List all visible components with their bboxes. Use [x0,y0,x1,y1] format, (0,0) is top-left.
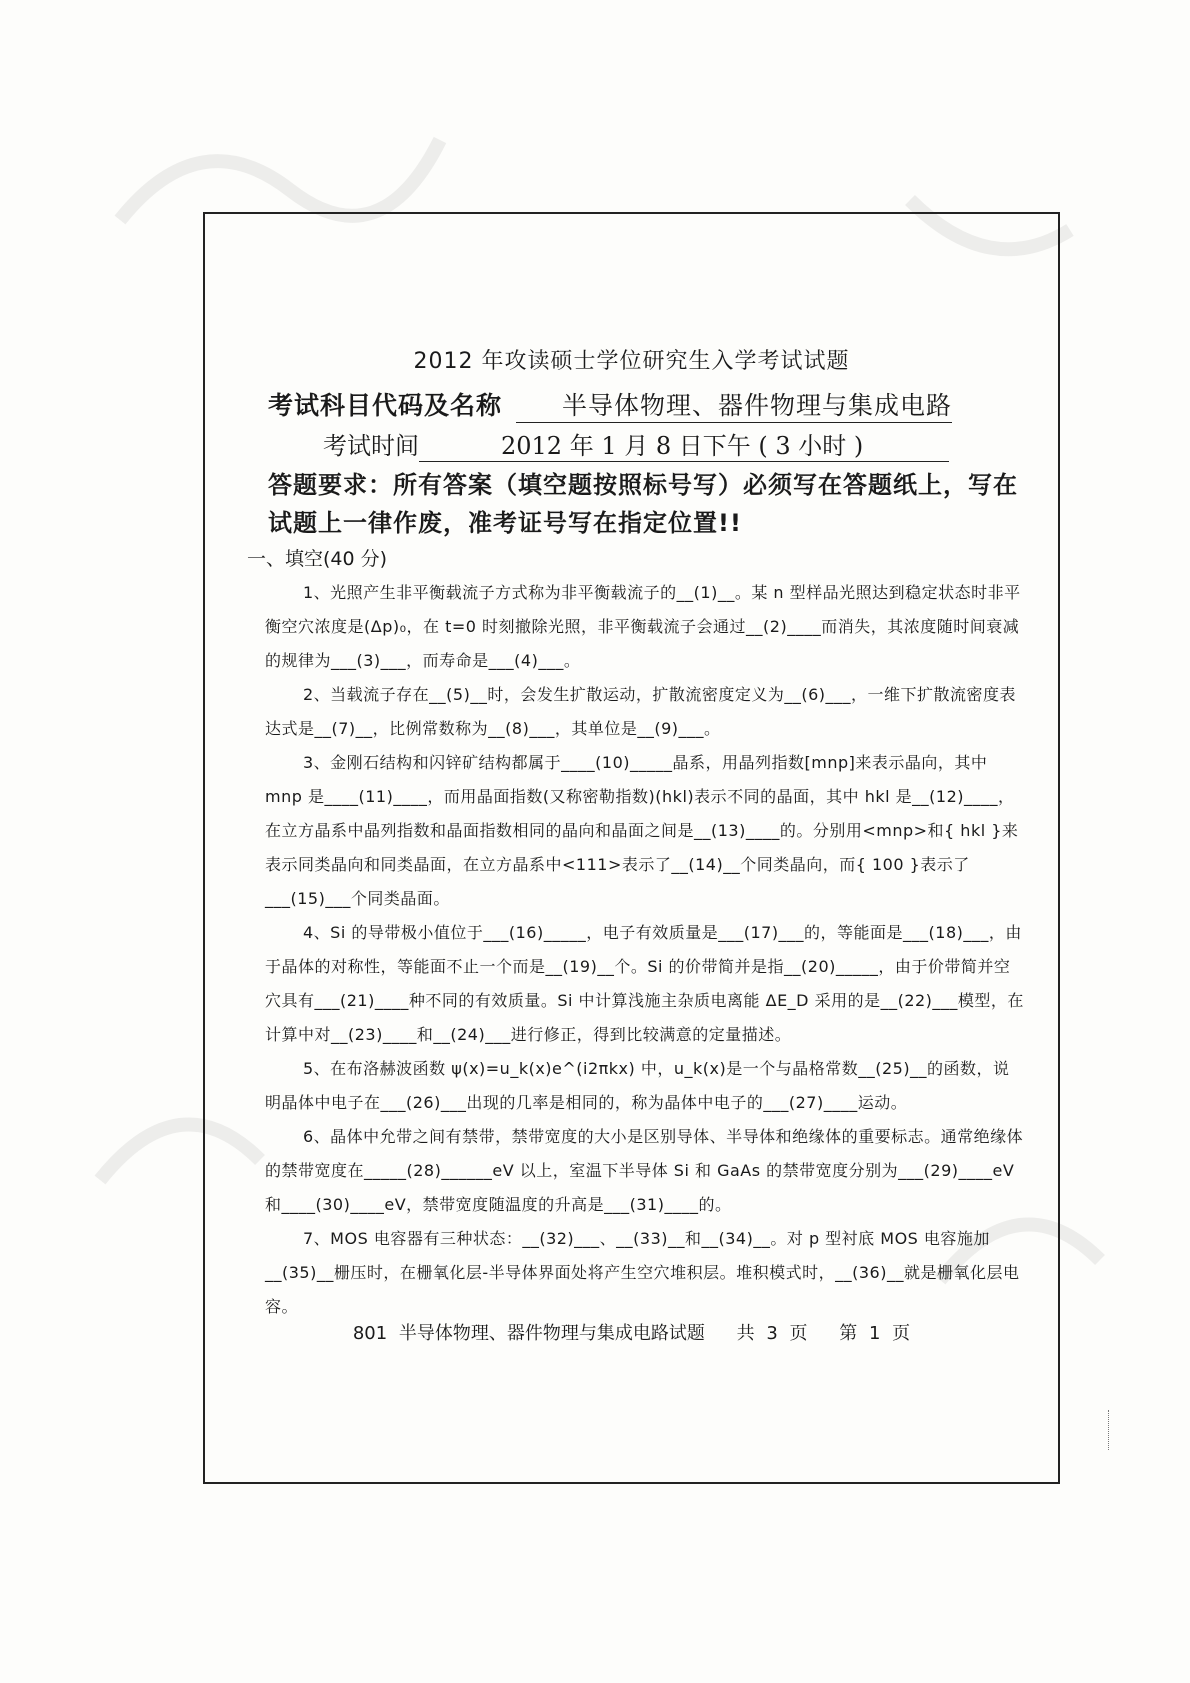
question-2: 2、当载流子存在__(5)__时，会发生扩散运动，扩散流密度定义为__(6)___，一维下扩散流密度表达式是__(7)__，比例常数称为__(8)___，其单位是__(9)___。 [265,685,1017,738]
time-label: 考试时间 [323,432,419,460]
footer-total-pages: 共 3 页 [736,1323,808,1344]
subject-label: 考试科目代码及名称 [268,391,503,420]
page-footer [205,1319,1058,1345]
question-1: 1、光照产生非平衡载流子方式称为非平衡载流子的__(1)__。某 n 型样品光照达到稳定状态时非平衡空穴浓度是(Δp)₀，在 t=0 时刻撤除光照，非平衡载流子会通过__(2)____而消失，其浓度随时间衰减的规律为___(3)___，而寿命是___(4)___。 [265,583,1021,670]
time-value: 2012 年 1 月 8 日下午 ( 3 小时 ) [419,426,949,462]
footer-course: 801 半导体物理、器件物理与集成电路试题 [352,1323,705,1344]
question-6: 6、晶体中允带之间有禁带，禁带宽度的大小是区别导体、半导体和绝缘体的重要标志。通常绝缘体的禁带宽度在_____(28)______eV 以上，室温下半导体 Si 和 GaAs 的禁带宽度分别为___(29)____eV 和____(30)____eV，禁带宽度随温度的升高是___(31)____的。 [265,1127,1024,1214]
time-line [323,426,949,462]
subject-line [268,386,952,423]
exam-page-frame [203,212,1060,1484]
answer-requirements: 答题要求：所有答案（填空题按照标号写）必须写在答题纸上，写在试题上一律作废，准考证号写在指定位置!! [268,471,1018,537]
question-5: 5、在布洛赫波函数 ψ(x)=u_k(x)e^(i2πkx) 中，u_k(x)是一个与晶格常数__(25)__的函数，说明晶体中电子在___(26)___出现的几率是相同的，称为晶体中电子的___(27)____运动。 [265,1059,1010,1112]
section-title: 一、填空(40 分) [247,548,388,570]
question-4: 4、Si 的导带极小值位于___(16)_____，电子有效质量是___(17)___的，等能面是___(18)___，由于晶体的对称性，等能面不止一个而是__(19)__个。Si 的价带简并是指__(20)_____，由于价带简并空穴具有___(21)____种不同的有效质量。Si 中计算浅施主杂质电离能 ΔE_D 采用的是__(22)___模型，在计算中对__(23)____和__(24)___进行修正，得到比较满意的定量描述。 [265,923,1024,1044]
subject-value: 半导体物理、器件物理与集成电路 [516,386,952,423]
exam-title: 2012 年攻读硕士学位研究生入学考试试题 [413,349,850,374]
footer-page-number: 第 1 页 [839,1323,911,1344]
question-3: 3、金刚石结构和闪锌矿结构都属于____(10)_____晶系，用晶列指数[mnp]来表示晶向，其中 mnp 是____(11)____，而用晶面指数(又称密勒指数)(hkl)表示不同的晶面，其中 hkl 是__(12)____，在立方晶系中晶列指数和晶面指数相同的晶向和晶面之间是__(13)____的。分别用<mnp>和{ hkl }来表示同类晶向和同类晶面，在立方晶系中<111>表示了__(14)__个同类晶向，而{ 100 }表示了___(15)___个同类晶面。 [265,753,1019,908]
scan-artifact [1108,1410,1112,1450]
question-7: 7、MOS 电容器有三种状态：__(32)___、__(33)__和__(34)__。对 p 型衬底 MOS 电容施加__(35)__栅压时，在栅氧化层-半导体界面处将产生空穴堆积层。堆积模式时，__(36)__就是栅氧化层电容。 [265,1229,1020,1316]
